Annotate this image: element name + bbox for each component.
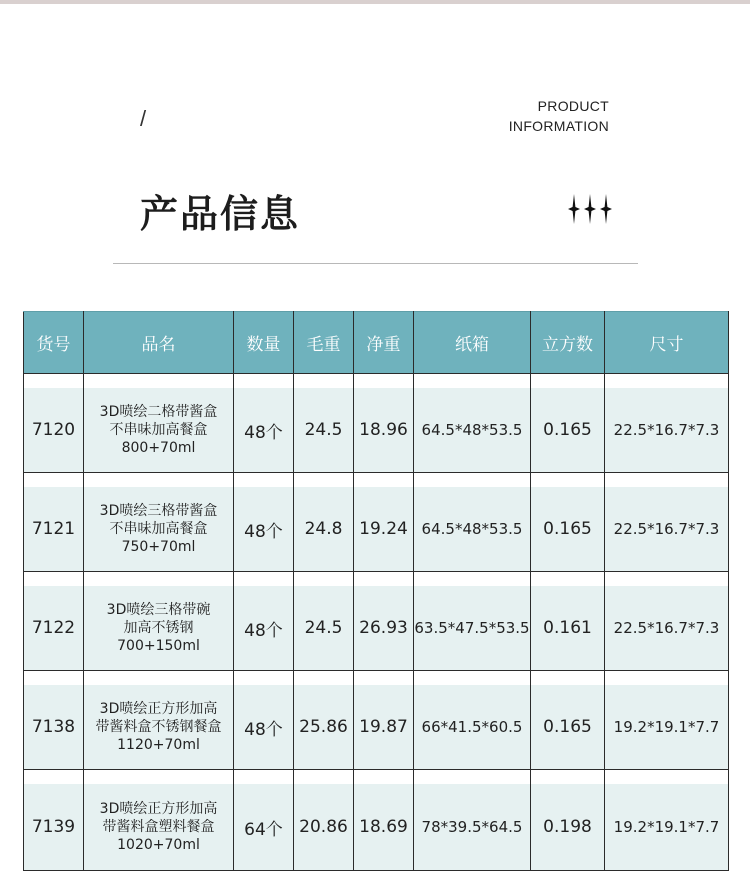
cell-carton: 66*41.5*60.5 <box>414 685 530 769</box>
cell-quantity: 48个 <box>234 388 293 472</box>
table-row <box>24 770 729 871</box>
column-header-code: 货号 <box>24 312 84 374</box>
cell-size: 19.2*19.1*7.7 <box>605 784 728 870</box>
table-header-row <box>24 312 729 374</box>
cell-size: 22.5*16.7*7.3 <box>605 388 728 472</box>
column-header-cbm: 立方数 <box>531 312 605 374</box>
product-info-table <box>23 311 729 871</box>
top-accent-bar <box>0 0 750 4</box>
cell-quantity: 48个 <box>234 487 293 571</box>
column-header-name: 品名 <box>84 312 234 374</box>
cell-quantity: 48个 <box>234 685 293 769</box>
cell-product-name <box>84 784 233 870</box>
cell-product-name <box>84 685 233 769</box>
title-divider <box>113 263 638 264</box>
cell-code: 7122 <box>24 586 83 670</box>
cell-size: 22.5*16.7*7.3 <box>605 586 728 670</box>
sparkle-icon <box>566 194 614 224</box>
cell-gross-weight: 24.5 <box>294 388 353 472</box>
column-header-size: 尺寸 <box>605 312 729 374</box>
english-title-line-2: INFORMATION <box>508 118 609 134</box>
page-title: 产品信息 <box>140 192 301 236</box>
cell-carton: 64.5*48*53.5 <box>414 388 530 472</box>
product-name-line: 不串味加高餐盒 <box>109 521 208 537</box>
product-name-line: 3D喷绘三格带碗 <box>106 602 211 618</box>
cell-product-name <box>84 586 233 670</box>
cell-quantity: 64个 <box>234 784 293 870</box>
cell-code: 7139 <box>24 784 83 870</box>
cell-cbm: 0.198 <box>531 784 604 870</box>
cell-net-weight: 19.24 <box>354 487 413 571</box>
cell-carton: 64.5*48*53.5 <box>414 487 530 571</box>
cell-net-weight: 26.93 <box>354 586 413 670</box>
product-name-line: 3D喷绘正方形加高 <box>99 701 218 717</box>
cell-size: 19.2*19.1*7.7 <box>605 685 728 769</box>
product-name-line: 3D喷绘二格带酱盒 <box>99 404 218 420</box>
cell-net-weight: 18.69 <box>354 784 413 870</box>
cell-net-weight: 18.96 <box>354 388 413 472</box>
product-name-line: 加高不锈钢 <box>123 620 194 636</box>
cell-gross-weight: 25.86 <box>294 685 353 769</box>
column-header-gross-weight: 毛重 <box>294 312 354 374</box>
english-title <box>509 96 609 136</box>
cell-cbm: 0.165 <box>531 388 604 472</box>
table-row <box>24 572 729 671</box>
cell-carton: 78*39.5*64.5 <box>414 784 530 870</box>
product-name-line: 800+70ml <box>121 440 196 456</box>
cell-carton: 63.5*47.5*53.5 <box>414 586 530 670</box>
cell-code: 7120 <box>24 388 83 472</box>
cell-gross-weight: 20.86 <box>294 784 353 870</box>
product-name-line: 1120+70ml <box>117 737 200 753</box>
cell-code: 7121 <box>24 487 83 571</box>
product-name-line: 3D喷绘三格带酱盒 <box>99 503 218 519</box>
cell-cbm: 0.165 <box>531 685 604 769</box>
english-title-line-1: PRODUCT <box>537 98 609 114</box>
table-row <box>24 671 729 770</box>
cell-quantity: 48个 <box>234 586 293 670</box>
cell-code: 7138 <box>24 685 83 769</box>
table-row <box>24 374 729 473</box>
cell-gross-weight: 24.5 <box>294 586 353 670</box>
product-name-line: 带酱料盒塑料餐盒 <box>102 819 215 835</box>
product-name-line: 不串味加高餐盒 <box>109 422 208 438</box>
column-header-quantity: 数量 <box>234 312 294 374</box>
product-name-line: 700+150ml <box>117 638 200 654</box>
cell-net-weight: 19.87 <box>354 685 413 769</box>
cell-product-name <box>84 487 233 571</box>
column-header-net-weight: 净重 <box>354 312 414 374</box>
product-name-line: 1020+70ml <box>117 837 200 853</box>
cell-gross-weight: 24.8 <box>294 487 353 571</box>
product-name-line: 3D喷绘正方形加高 <box>99 801 218 817</box>
cell-size: 22.5*16.7*7.3 <box>605 487 728 571</box>
cell-cbm: 0.161 <box>531 586 604 670</box>
cell-product-name <box>84 388 233 472</box>
cell-cbm: 0.165 <box>531 487 604 571</box>
product-name-line: 带酱料盒不锈钢餐盒 <box>95 719 222 735</box>
table-row <box>24 473 729 572</box>
product-name-line: 750+70ml <box>121 539 196 555</box>
decorative-slash: / <box>140 106 147 131</box>
column-header-carton: 纸箱 <box>414 312 531 374</box>
